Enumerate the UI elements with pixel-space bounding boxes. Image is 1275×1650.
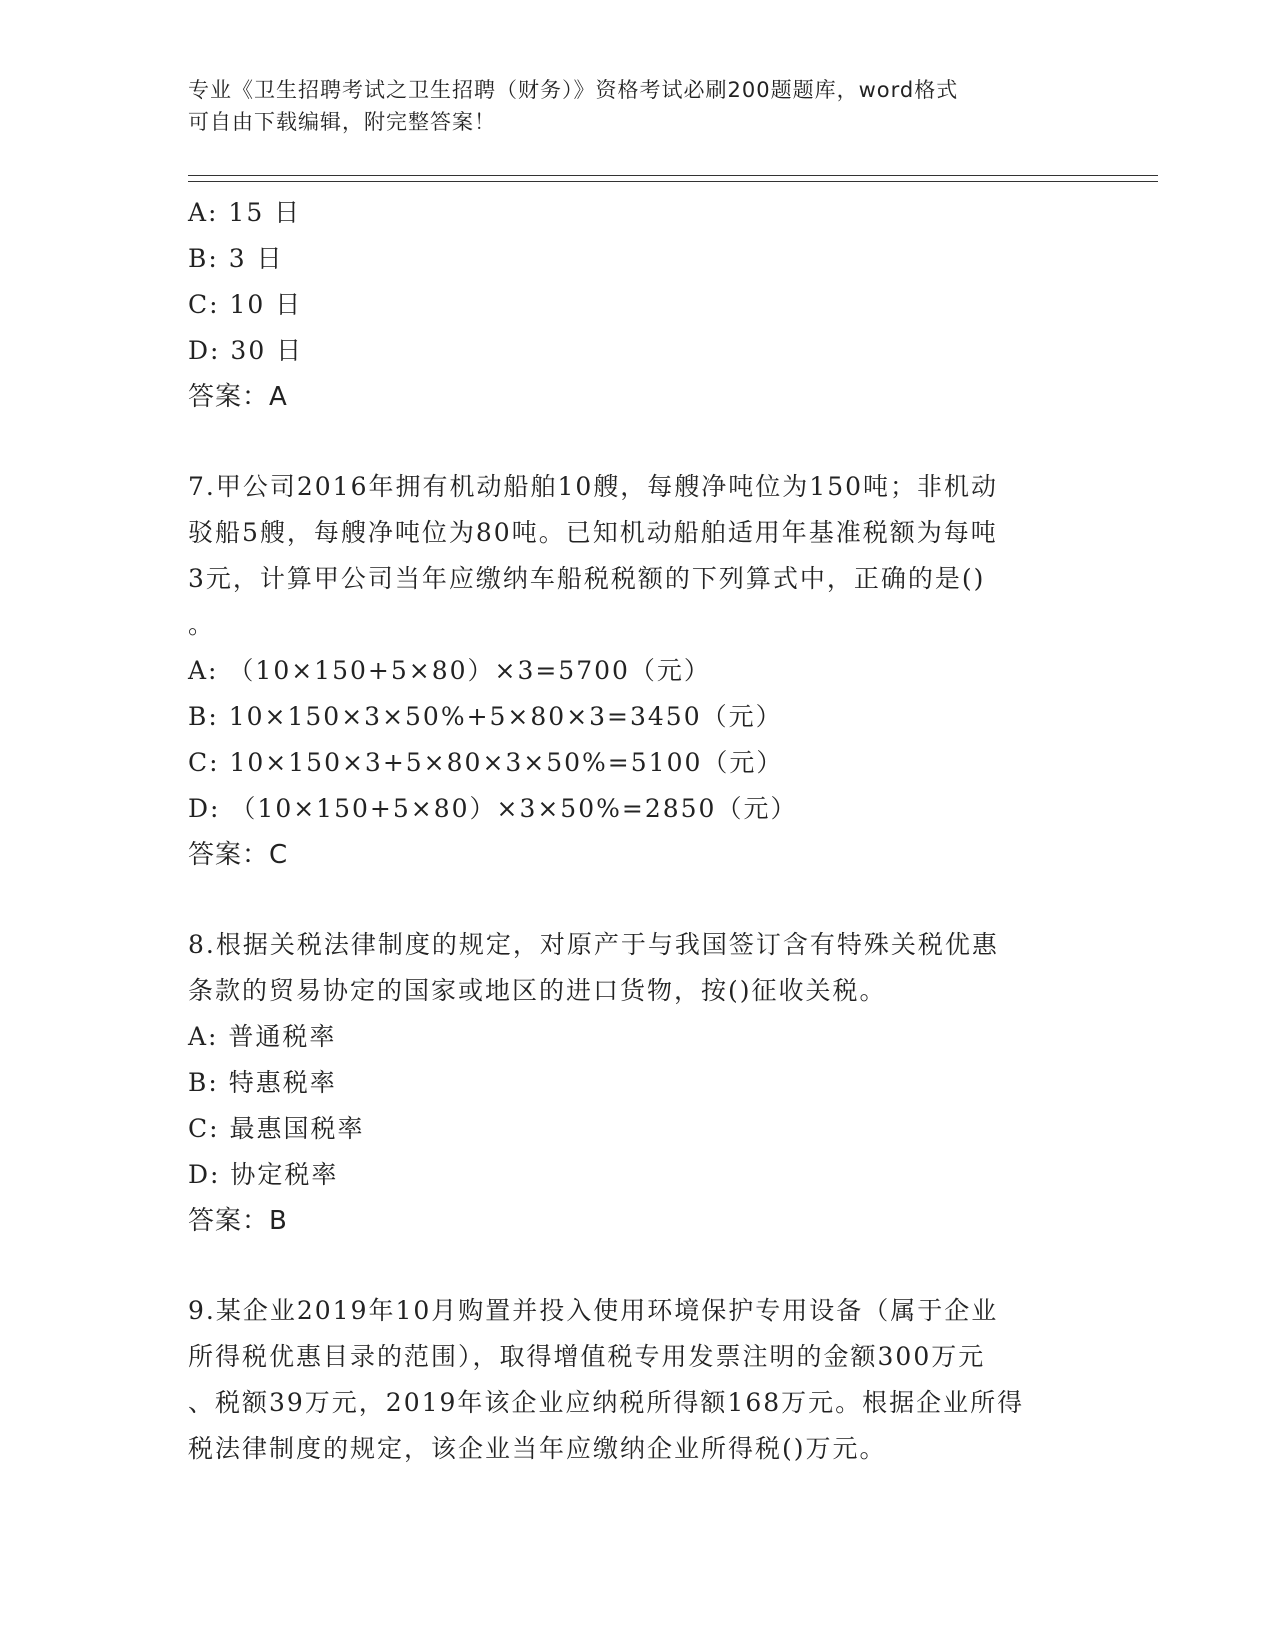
header-line-2: 可自由下载编辑，附完整答案！ xyxy=(188,110,496,134)
option-b: B: 3 日 xyxy=(188,244,284,273)
option-d: D: （10×150+5×80）×3×50%=2850（元） xyxy=(188,794,798,823)
option-d: D: 30 日 xyxy=(188,336,304,365)
option-a: A: 普通税率 xyxy=(188,1022,337,1051)
option-a: A: （10×150+5×80）×3=5700（元） xyxy=(188,656,711,685)
document-header xyxy=(188,74,1088,138)
option-b: B: 特惠税率 xyxy=(188,1068,337,1097)
option-c: C: 最惠国税率 xyxy=(188,1114,365,1143)
question-text-line: 8.根据关税法律制度的规定，对原产于与我国签订含有特殊关税优惠 xyxy=(188,930,999,959)
question-8 xyxy=(188,922,1088,1244)
answer: 答案：A xyxy=(188,382,288,412)
answer: 答案：C xyxy=(188,840,289,870)
question-text-line: 。 xyxy=(188,610,216,639)
question-text-line: 条款的贸易协定的国家或地区的进口货物，按()征收关税。 xyxy=(188,976,887,1005)
question-text-line: 3元，计算甲公司当年应缴纳车船税税额的下列算式中，正确的是() xyxy=(188,564,986,593)
question-text-line: 所得税优惠目录的范围），取得增值税专用发票注明的金额300万元 xyxy=(188,1342,986,1371)
question-text-line: 、税额39万元，2019年该企业应纳税所得额168万元。根据企业所得 xyxy=(188,1388,1025,1417)
question-text-line: 7.甲公司2016年拥有机动船舶10艘，每艘净吨位为150吨；非机动 xyxy=(188,472,999,501)
answer: 答案：B xyxy=(188,1206,288,1236)
header-line-1: 专业《卫生招聘考试之卫生招聘（财务）》资格考试必刷200题题库，word格式 xyxy=(188,78,959,102)
question-text-line: 税法律制度的规定，该企业当年应缴纳企业所得税()万元。 xyxy=(188,1434,887,1463)
option-c: C: 10×150×3+5×80×3×50%=5100（元） xyxy=(188,748,784,777)
option-c: C: 10 日 xyxy=(188,290,303,319)
header-divider-top xyxy=(188,175,1158,176)
question-text-line: 9.某企业2019年10月购置并投入使用环境保护专用设备（属于企业 xyxy=(188,1296,999,1325)
question-text-line: 驳船5艘，每艘净吨位为80吨。已知机动船舶适用年基准税额为每吨 xyxy=(188,518,998,547)
header-divider-bottom xyxy=(188,181,1158,182)
question-7 xyxy=(188,464,1088,878)
option-d: D: 协定税率 xyxy=(188,1160,339,1189)
question-9 xyxy=(188,1288,1088,1472)
document-body xyxy=(188,190,1088,1472)
option-a: A: 15 日 xyxy=(188,198,302,227)
question-6 xyxy=(188,190,1088,420)
option-b: B: 10×150×3×50%+5×80×3=3450（元） xyxy=(188,702,783,731)
